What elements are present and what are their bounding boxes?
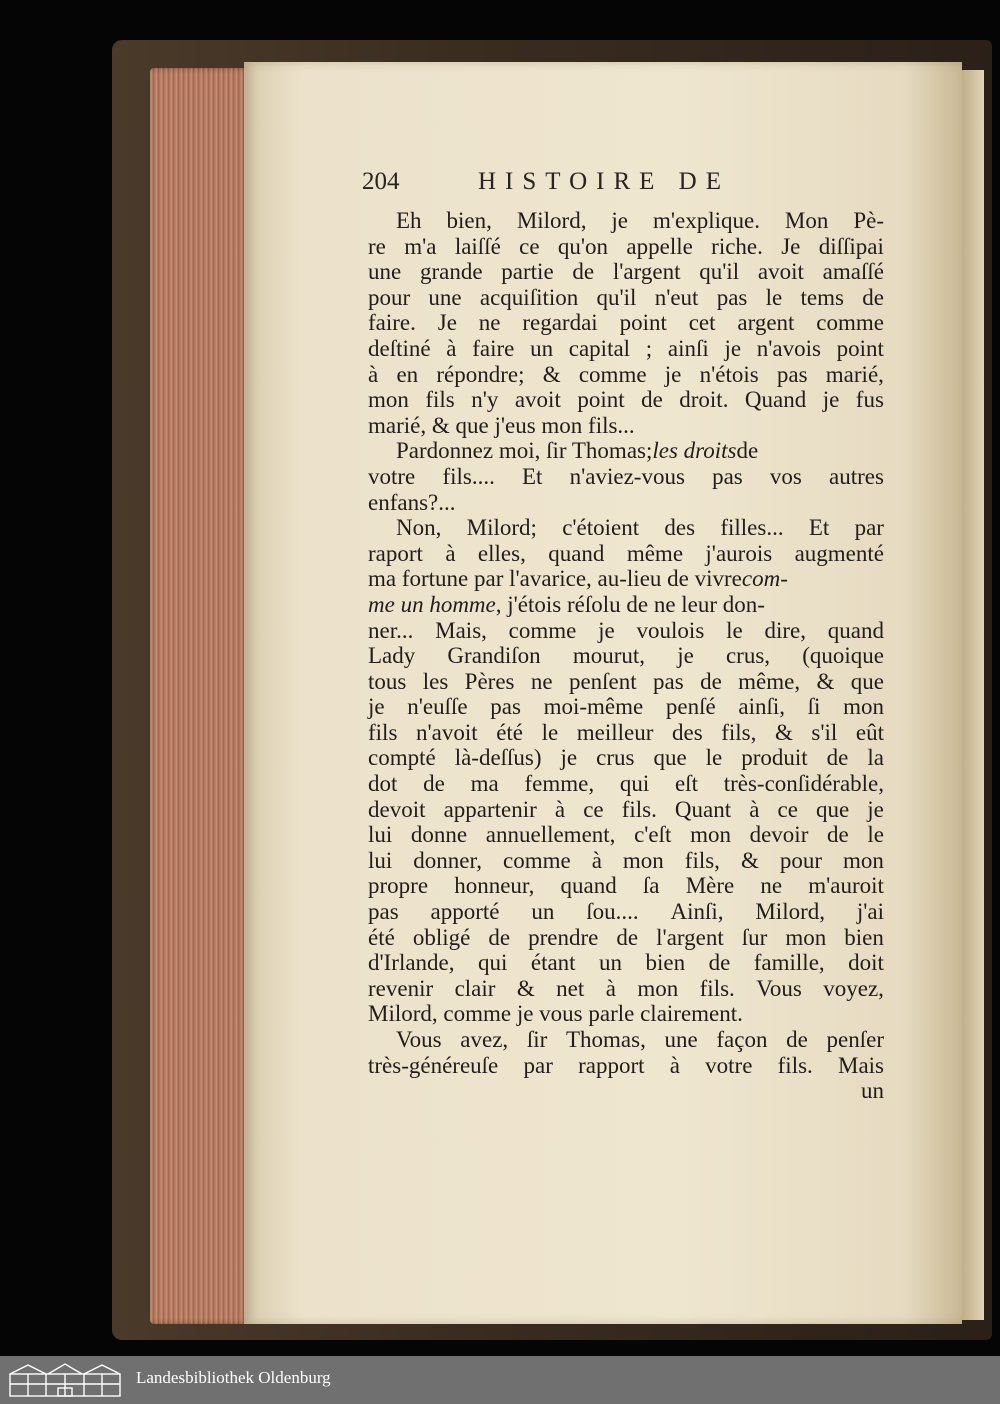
word: voyez, xyxy=(823,975,884,1001)
word: fils xyxy=(425,387,455,413)
word: à xyxy=(446,335,457,361)
word: deſtiné xyxy=(368,335,431,361)
catchword: un xyxy=(861,1078,884,1104)
word: amaſſé xyxy=(822,259,884,285)
word: lui xyxy=(368,847,393,873)
word: m'explique. xyxy=(652,208,760,233)
word: capital xyxy=(568,335,631,361)
word: à xyxy=(445,540,456,566)
text-line xyxy=(368,925,884,951)
word: qu'on xyxy=(557,233,609,259)
word: à xyxy=(605,975,616,1001)
word: de xyxy=(616,924,639,950)
word: Et xyxy=(808,515,830,541)
text-line xyxy=(368,1027,884,1053)
word: dot xyxy=(368,771,398,797)
word: façon xyxy=(716,1027,768,1052)
running-head xyxy=(362,168,762,202)
word: filles... xyxy=(720,515,784,541)
word: comme xyxy=(508,617,577,643)
word: pas xyxy=(716,284,748,310)
text-line xyxy=(368,720,884,746)
word: que xyxy=(653,745,687,771)
word: même, xyxy=(738,668,801,694)
word: mon xyxy=(622,847,664,873)
page-number: 204 xyxy=(362,168,400,195)
word: ne xyxy=(478,310,501,336)
word: pour xyxy=(368,284,411,310)
word: pas xyxy=(368,899,399,925)
word: partie xyxy=(501,259,554,285)
word: l'argent xyxy=(612,259,681,285)
word: le xyxy=(867,822,884,848)
word: & xyxy=(516,975,535,1001)
word: penſé xyxy=(665,694,716,720)
word: les xyxy=(422,668,449,694)
word: de xyxy=(786,1027,808,1052)
word: propre xyxy=(368,873,429,899)
word: riche. xyxy=(711,233,763,259)
word: Pè- xyxy=(853,208,884,233)
text-line: Milord, comme je vous parle clairement. xyxy=(368,1001,743,1027)
word: ne xyxy=(530,668,553,694)
word: qu'il xyxy=(596,284,637,310)
word: quand xyxy=(827,617,884,643)
word: pas xyxy=(712,463,743,489)
word: mon xyxy=(368,387,409,413)
word: fils. xyxy=(621,796,657,822)
word: je xyxy=(664,361,682,387)
text-line xyxy=(368,976,884,1002)
word: le xyxy=(765,284,783,310)
word: Mère xyxy=(685,873,735,899)
word: Je xyxy=(781,233,801,259)
word: par xyxy=(523,1052,553,1078)
word: votre xyxy=(705,1052,753,1078)
word: mon xyxy=(637,975,679,1001)
word: fils, xyxy=(684,847,720,873)
word: qui xyxy=(478,950,508,976)
word: Vous xyxy=(756,975,802,1001)
word: point xyxy=(619,310,667,336)
word: net xyxy=(556,975,585,1001)
word: argent xyxy=(737,310,795,336)
text-line xyxy=(368,771,884,797)
word: Ainſi, xyxy=(670,899,724,925)
word: obligé xyxy=(412,924,471,950)
word: comme xyxy=(502,847,571,873)
word: acquiſition xyxy=(479,284,579,310)
word: n'avoit xyxy=(415,719,478,745)
word: même xyxy=(626,540,684,566)
word: là-deſſus) xyxy=(454,745,542,771)
word: très-généreuſe xyxy=(368,1052,499,1078)
word: femme, xyxy=(524,771,595,797)
word: ſir xyxy=(526,1027,548,1052)
word: augmenté xyxy=(794,540,884,566)
word: Milord, xyxy=(755,899,825,925)
word: été xyxy=(496,719,523,745)
text-line: me un homme , j'étois réſolu de ne leur don- xyxy=(368,591,765,617)
word: faire. xyxy=(368,310,416,336)
word: bien, xyxy=(446,208,492,233)
word: tous xyxy=(368,668,407,694)
text-line xyxy=(368,234,884,260)
word: quand xyxy=(560,873,617,899)
word: très-conſidérable, xyxy=(723,771,884,797)
word: lui xyxy=(368,822,393,848)
word: une xyxy=(368,259,402,285)
word: Milord, xyxy=(516,208,587,233)
word: honneur, xyxy=(454,873,535,899)
word: Non, xyxy=(396,515,442,541)
word: doit xyxy=(848,950,884,976)
word: ner... xyxy=(368,617,414,643)
word: à xyxy=(554,796,566,822)
word: voulois xyxy=(636,617,705,643)
word: mourut, xyxy=(572,643,646,669)
word: fils.... xyxy=(442,463,495,489)
word: donne xyxy=(410,822,468,848)
word: un xyxy=(530,335,554,361)
text-line xyxy=(368,822,884,848)
text-line: ma fortune par l'avarice, au-lieu de vivre com- xyxy=(368,566,788,592)
word: faire xyxy=(472,335,515,361)
text-line xyxy=(368,387,884,413)
word: bien xyxy=(844,924,884,950)
word: n'y xyxy=(471,387,499,413)
word: m'auroit xyxy=(808,873,884,899)
word: marié, xyxy=(825,361,884,387)
word: qu'il xyxy=(699,259,740,285)
text-line xyxy=(368,669,884,695)
word: des xyxy=(671,719,703,745)
word: ce xyxy=(583,796,604,822)
word: droit. xyxy=(679,387,729,413)
word: moi-même xyxy=(543,694,644,720)
word: Mais, xyxy=(435,617,487,643)
word: le xyxy=(705,745,723,771)
word: j'ai xyxy=(856,899,884,925)
word: & xyxy=(816,668,835,694)
word: devoir xyxy=(749,822,809,848)
word: répondre; xyxy=(436,361,525,387)
word: Vous xyxy=(396,1027,442,1052)
word: de xyxy=(827,822,849,848)
word: par xyxy=(854,515,884,541)
word: cet xyxy=(688,310,716,336)
italic-text: com- xyxy=(741,566,788,592)
word: avoit xyxy=(514,387,561,413)
body-text xyxy=(368,208,884,1104)
word: des xyxy=(664,515,696,541)
word: c'étoient xyxy=(562,515,640,541)
word: de xyxy=(708,950,731,976)
word: votre xyxy=(368,463,416,489)
text-line: Pardonnez moi, ſir Thomas; les droits de xyxy=(396,438,759,464)
word: bien xyxy=(645,950,686,976)
word: je xyxy=(677,643,694,669)
word: été xyxy=(368,924,395,950)
word: Milord; xyxy=(466,515,537,541)
text-line xyxy=(368,336,884,362)
word: Et xyxy=(522,463,543,489)
word: ainſi xyxy=(667,335,709,361)
word: fus xyxy=(855,387,884,413)
word: autres xyxy=(829,463,884,489)
word: Pères xyxy=(464,668,515,694)
word: rapport xyxy=(578,1052,645,1078)
word: de xyxy=(641,387,663,413)
word: pour xyxy=(779,847,822,873)
word: d'Irlande, xyxy=(368,950,455,976)
text-line xyxy=(368,208,884,234)
word: mon xyxy=(843,694,884,720)
word: je xyxy=(368,694,385,720)
word: diſſipai xyxy=(818,233,884,259)
word: je xyxy=(724,335,742,361)
library-name: Landesbibliothek Oldenburg xyxy=(136,1368,331,1387)
word: ſa xyxy=(642,873,660,899)
word: de xyxy=(826,745,849,771)
word: & xyxy=(740,847,759,873)
word: dire, xyxy=(764,617,806,643)
word: n'aviez-vous xyxy=(569,463,685,489)
word: pas xyxy=(776,361,808,387)
word: ma xyxy=(470,771,499,797)
text-line: marié, & que j'eus mon fils... xyxy=(368,412,635,438)
word: Quant xyxy=(674,796,732,822)
word: point xyxy=(836,335,884,361)
word: penſent xyxy=(568,668,637,694)
word: fils. xyxy=(777,1052,813,1078)
word: je xyxy=(611,208,629,233)
word: ſur xyxy=(741,924,768,950)
word: vos xyxy=(769,463,802,489)
word: famille, xyxy=(753,950,825,976)
text-line xyxy=(368,899,884,925)
word: quand xyxy=(548,540,605,566)
word: appartenir xyxy=(443,796,537,822)
word: produit xyxy=(741,745,808,771)
word: j'aurois xyxy=(705,540,773,566)
word: m'a xyxy=(404,233,437,259)
word: je xyxy=(822,387,840,413)
word: grande xyxy=(419,259,483,285)
text-line xyxy=(368,950,884,976)
word: un xyxy=(531,899,555,925)
word: crus, xyxy=(725,643,771,669)
text-line xyxy=(368,310,884,336)
word: Je xyxy=(437,310,457,336)
word: je xyxy=(598,617,615,643)
word: prendre xyxy=(528,924,599,950)
word: pas xyxy=(653,668,684,694)
word: la xyxy=(867,745,884,771)
page-edges xyxy=(150,68,250,1324)
word: mon xyxy=(843,847,884,873)
word: n'euſſe xyxy=(407,694,468,720)
word: n'étois xyxy=(699,361,759,387)
word: & xyxy=(774,719,793,745)
word: une xyxy=(428,284,462,310)
text-line xyxy=(368,694,884,720)
word: Mais xyxy=(838,1052,884,1078)
text-line xyxy=(368,873,884,899)
word: donner, xyxy=(413,847,482,873)
word: Quand xyxy=(744,387,807,413)
word: clair xyxy=(454,975,496,1001)
word: de xyxy=(700,668,722,694)
word: revenir xyxy=(368,975,434,1001)
word: Thomas, xyxy=(565,1027,646,1052)
word: à xyxy=(749,796,760,822)
word: eût xyxy=(855,719,884,745)
word: fils xyxy=(368,719,398,745)
word: de xyxy=(488,924,511,950)
word: un xyxy=(599,950,623,976)
word: annuellement, xyxy=(485,822,616,848)
word: comme xyxy=(578,361,647,387)
word: n'avois xyxy=(756,335,821,361)
word: je xyxy=(560,745,578,771)
text-line xyxy=(368,1053,884,1079)
word: raport xyxy=(368,540,423,566)
word: crus xyxy=(596,745,635,771)
word: que xyxy=(850,668,884,694)
word: Grandiſon xyxy=(447,643,541,669)
word: appelle xyxy=(626,233,693,259)
word: fils, xyxy=(721,719,757,745)
word: avoit xyxy=(757,259,804,285)
text-line xyxy=(368,618,884,644)
word: comme xyxy=(816,310,884,336)
word: meilleur xyxy=(576,719,654,745)
word: à xyxy=(591,847,602,873)
word: le xyxy=(726,617,743,643)
word: le xyxy=(541,719,559,745)
text-line xyxy=(368,259,884,285)
text-line xyxy=(368,362,884,388)
word: de xyxy=(423,771,445,797)
word: fils. xyxy=(699,975,735,1001)
text-line xyxy=(368,541,884,567)
word: re xyxy=(368,233,386,259)
word: penſer xyxy=(826,1027,884,1052)
text-line xyxy=(368,464,884,490)
word: l'argent xyxy=(656,924,724,950)
running-title: HISTOIRE DE xyxy=(478,168,731,195)
word: je xyxy=(867,796,884,822)
word: ſi xyxy=(807,694,821,720)
word: mon xyxy=(785,924,827,950)
text-line xyxy=(368,745,884,771)
library-building-icon xyxy=(8,1362,122,1398)
word: eſt xyxy=(674,771,698,797)
word: de xyxy=(572,259,595,285)
word: c'eſt xyxy=(634,822,672,848)
word: avez, xyxy=(460,1027,509,1052)
word: qui xyxy=(619,771,650,797)
text-line: enfans?... xyxy=(368,489,456,515)
word: à xyxy=(669,1052,680,1078)
word: en xyxy=(396,361,419,387)
word: regardai xyxy=(522,310,598,336)
italic-text: me un homme xyxy=(368,591,496,617)
word: (quoique xyxy=(802,643,884,669)
footer-bar xyxy=(0,1356,1000,1404)
word: étant xyxy=(530,950,576,976)
word: Lady xyxy=(368,643,416,669)
italic-text: les droits xyxy=(652,438,737,464)
text-line xyxy=(368,643,884,669)
word: pas xyxy=(490,694,521,720)
word: ; xyxy=(645,335,653,361)
word: ce xyxy=(777,796,798,822)
word: tems xyxy=(800,284,844,310)
word: mon xyxy=(690,822,731,848)
word: apporté xyxy=(430,899,500,925)
text-line xyxy=(368,515,884,541)
word: s'il xyxy=(811,719,838,745)
word: Mon xyxy=(784,208,829,233)
word: devoit xyxy=(368,796,426,822)
word: à xyxy=(368,361,379,387)
word: de xyxy=(862,284,884,310)
word: ſou.... xyxy=(586,899,639,925)
word: elles, xyxy=(477,540,526,566)
word: laiſſé xyxy=(454,233,501,259)
word: Eh xyxy=(396,208,422,233)
word: ne xyxy=(760,873,783,899)
word: point xyxy=(577,387,625,413)
word: & xyxy=(542,361,561,387)
text-line xyxy=(368,797,884,823)
word: ainſi, xyxy=(738,694,785,720)
text-line xyxy=(368,848,884,874)
word: n'eut xyxy=(654,284,699,310)
facing-page-edge xyxy=(962,70,984,1320)
word: compté xyxy=(368,745,436,771)
word: ce xyxy=(519,233,540,259)
word: une xyxy=(664,1027,698,1052)
word: que xyxy=(816,796,850,822)
text-line xyxy=(368,285,884,311)
